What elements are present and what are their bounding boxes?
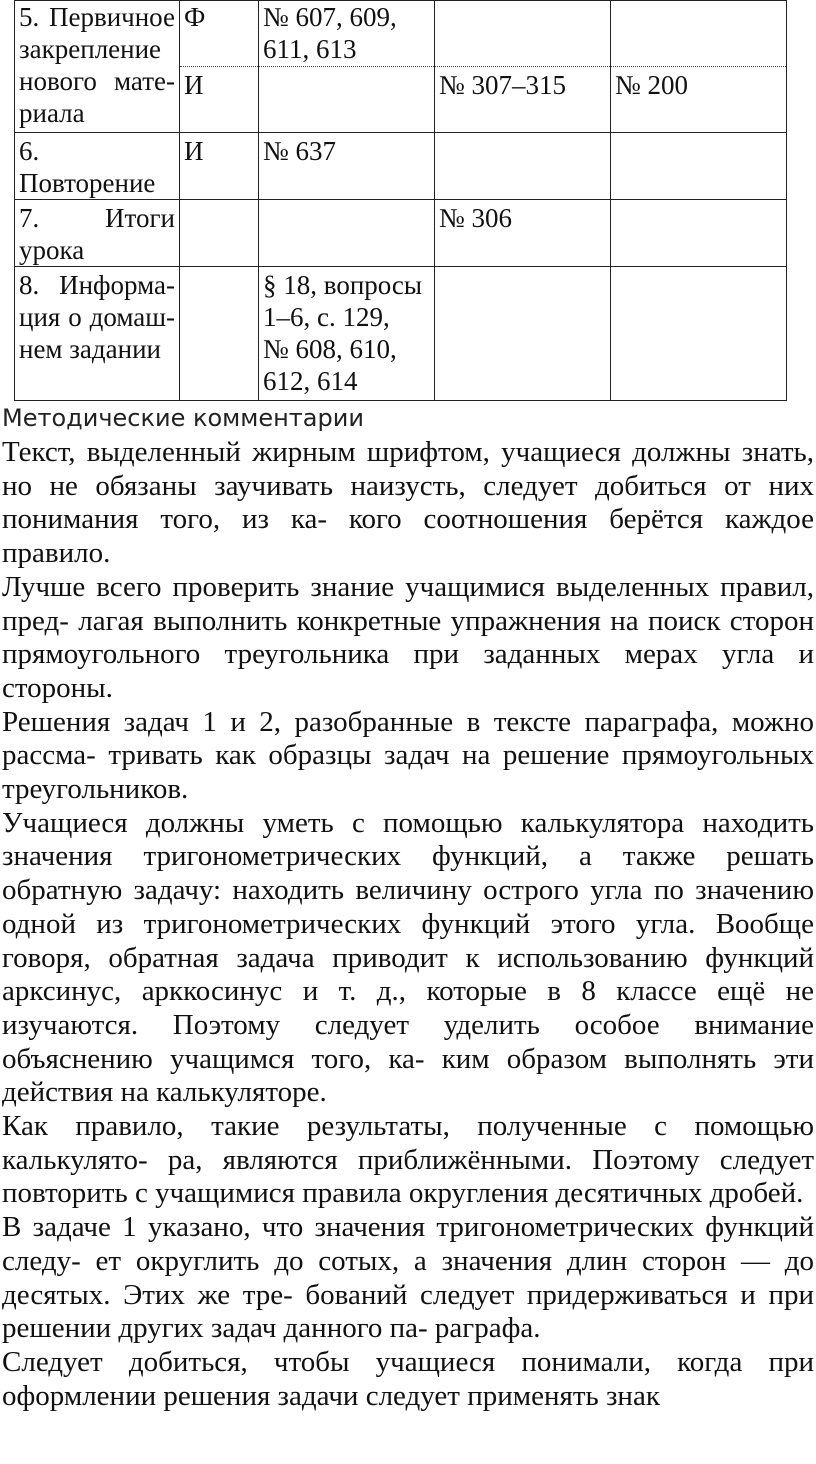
stage-cell: [15, 133, 180, 200]
stage-text-line: закрепление: [19, 34, 162, 64]
cell-text-line: № 307–315: [439, 70, 567, 100]
stage-text-line: урока: [19, 235, 85, 265]
stage-text-line: 7. Итоги: [19, 203, 175, 233]
stage-text-line: 8. Информа-: [19, 270, 175, 300]
cell-text-line: № 306: [439, 203, 513, 233]
stage-cell: [15, 1, 180, 133]
cell-text-line: № 637: [263, 136, 337, 166]
extra-cell: [611, 1, 787, 67]
extra-cell: [611, 133, 787, 200]
form-cell: И: [180, 133, 259, 200]
table-row: [15, 267, 787, 401]
comment-paragraph: Как правило, такие результаты, полученные с помощью калькулято- ра, являются приближёнными. Поэтому следует повторить с учащимися правила округления десятичных дробей.: [2, 1110, 814, 1210]
textbook-cell: [259, 200, 435, 267]
cell-text-line: 611, 613: [263, 34, 357, 64]
comment-paragraph: Лучше всего проверить знание учащимися выделенных правил, пред- лагая выполнить конкретные упражнения на поиск сторон прямоугольного треугольника при заданных мерах угла и стороны.: [2, 570, 814, 704]
stage-cell: [15, 200, 180, 267]
stage-text-line: ция о домаш-: [19, 302, 175, 332]
form-cell: [180, 200, 259, 267]
stage-text-line: 6.: [19, 136, 40, 166]
extra-cell: [611, 67, 787, 133]
lesson-plan-table: [14, 0, 787, 401]
stage-text-line: риала: [19, 98, 85, 128]
comment-paragraph: В задаче 1 указано, что значения тригонометрических функций следу- ет округлить до сотых, а значения длин сторон — до десятых. Этих же тре- бований следует придерживаться и при решении других задач данного па- раграфа.: [2, 1211, 814, 1345]
cell-text-line: 1–6, с. 129,: [263, 302, 390, 332]
cell-text-line: § 18, вопросы: [263, 270, 423, 300]
cell-text-line: 612, 614: [263, 366, 358, 396]
textbook-cell: [259, 133, 435, 200]
table-row: [15, 133, 787, 200]
extra-cell: [611, 267, 787, 401]
form-cell: Ф: [180, 1, 259, 67]
workbook-cell: [435, 67, 611, 133]
cell-text-line: № 608, 610,: [263, 334, 397, 364]
textbook-cell: [259, 67, 435, 133]
stage-text-line: нем задании: [19, 334, 161, 364]
workbook-cell: [435, 267, 611, 401]
cell-text-line: № 200: [615, 70, 689, 100]
comment-paragraph: Решения задач 1 и 2, разобранные в тексте параграфа, можно рассма- тривать как образцы задач на решение прямоугольных треугольников.: [2, 705, 814, 806]
stage-text-line: нового мате-: [19, 66, 175, 96]
workbook-cell: [435, 1, 611, 67]
comment-paragraph: Учащиеся должны уметь с помощью калькулятора находить значения тригонометрических функций, а также решать обратную задачу: находить величину острого угла по значению одной из тригонометрических функций этого угла. Вообще говоря, обратная задача приводит к использованию функций арксинус, арккосинус и т. д., которые в 8 классе ещё не изучаются. Поэтому следует уделить особое внимание объяснению учащимся того, ка- ким образом выполнять эти действия на калькуляторе.: [2, 806, 814, 1109]
stage-text-line: 5. Первичное: [19, 2, 175, 32]
table-row: [15, 200, 787, 267]
table-row: [15, 1, 787, 67]
form-cell: И: [180, 67, 259, 133]
comment-paragraph: Текст, выделенный жирным шрифтом, учащиеся должны знать, но не обязаны заучивать наизусть, следует добиться от них понимания того, из ка- кого соотношения берётся каждое правило.: [2, 436, 814, 570]
form-cell: [180, 267, 259, 401]
textbook-cell: [259, 267, 435, 401]
stage-text-line: Повторение: [19, 168, 156, 198]
extra-cell: [611, 200, 787, 267]
comments-heading: Методические комментарии: [2, 404, 364, 432]
methodical-comments: [0, 402, 816, 1413]
workbook-cell: [435, 200, 611, 267]
cell-text-line: № 607, 609,: [263, 2, 397, 32]
comment-paragraph: Следует добиться, чтобы учащиеся понимали, когда при оформлении решения задачи следует применять знак: [2, 1345, 814, 1412]
textbook-cell: [259, 1, 435, 67]
workbook-cell: [435, 133, 611, 200]
stage-cell: [15, 267, 180, 401]
